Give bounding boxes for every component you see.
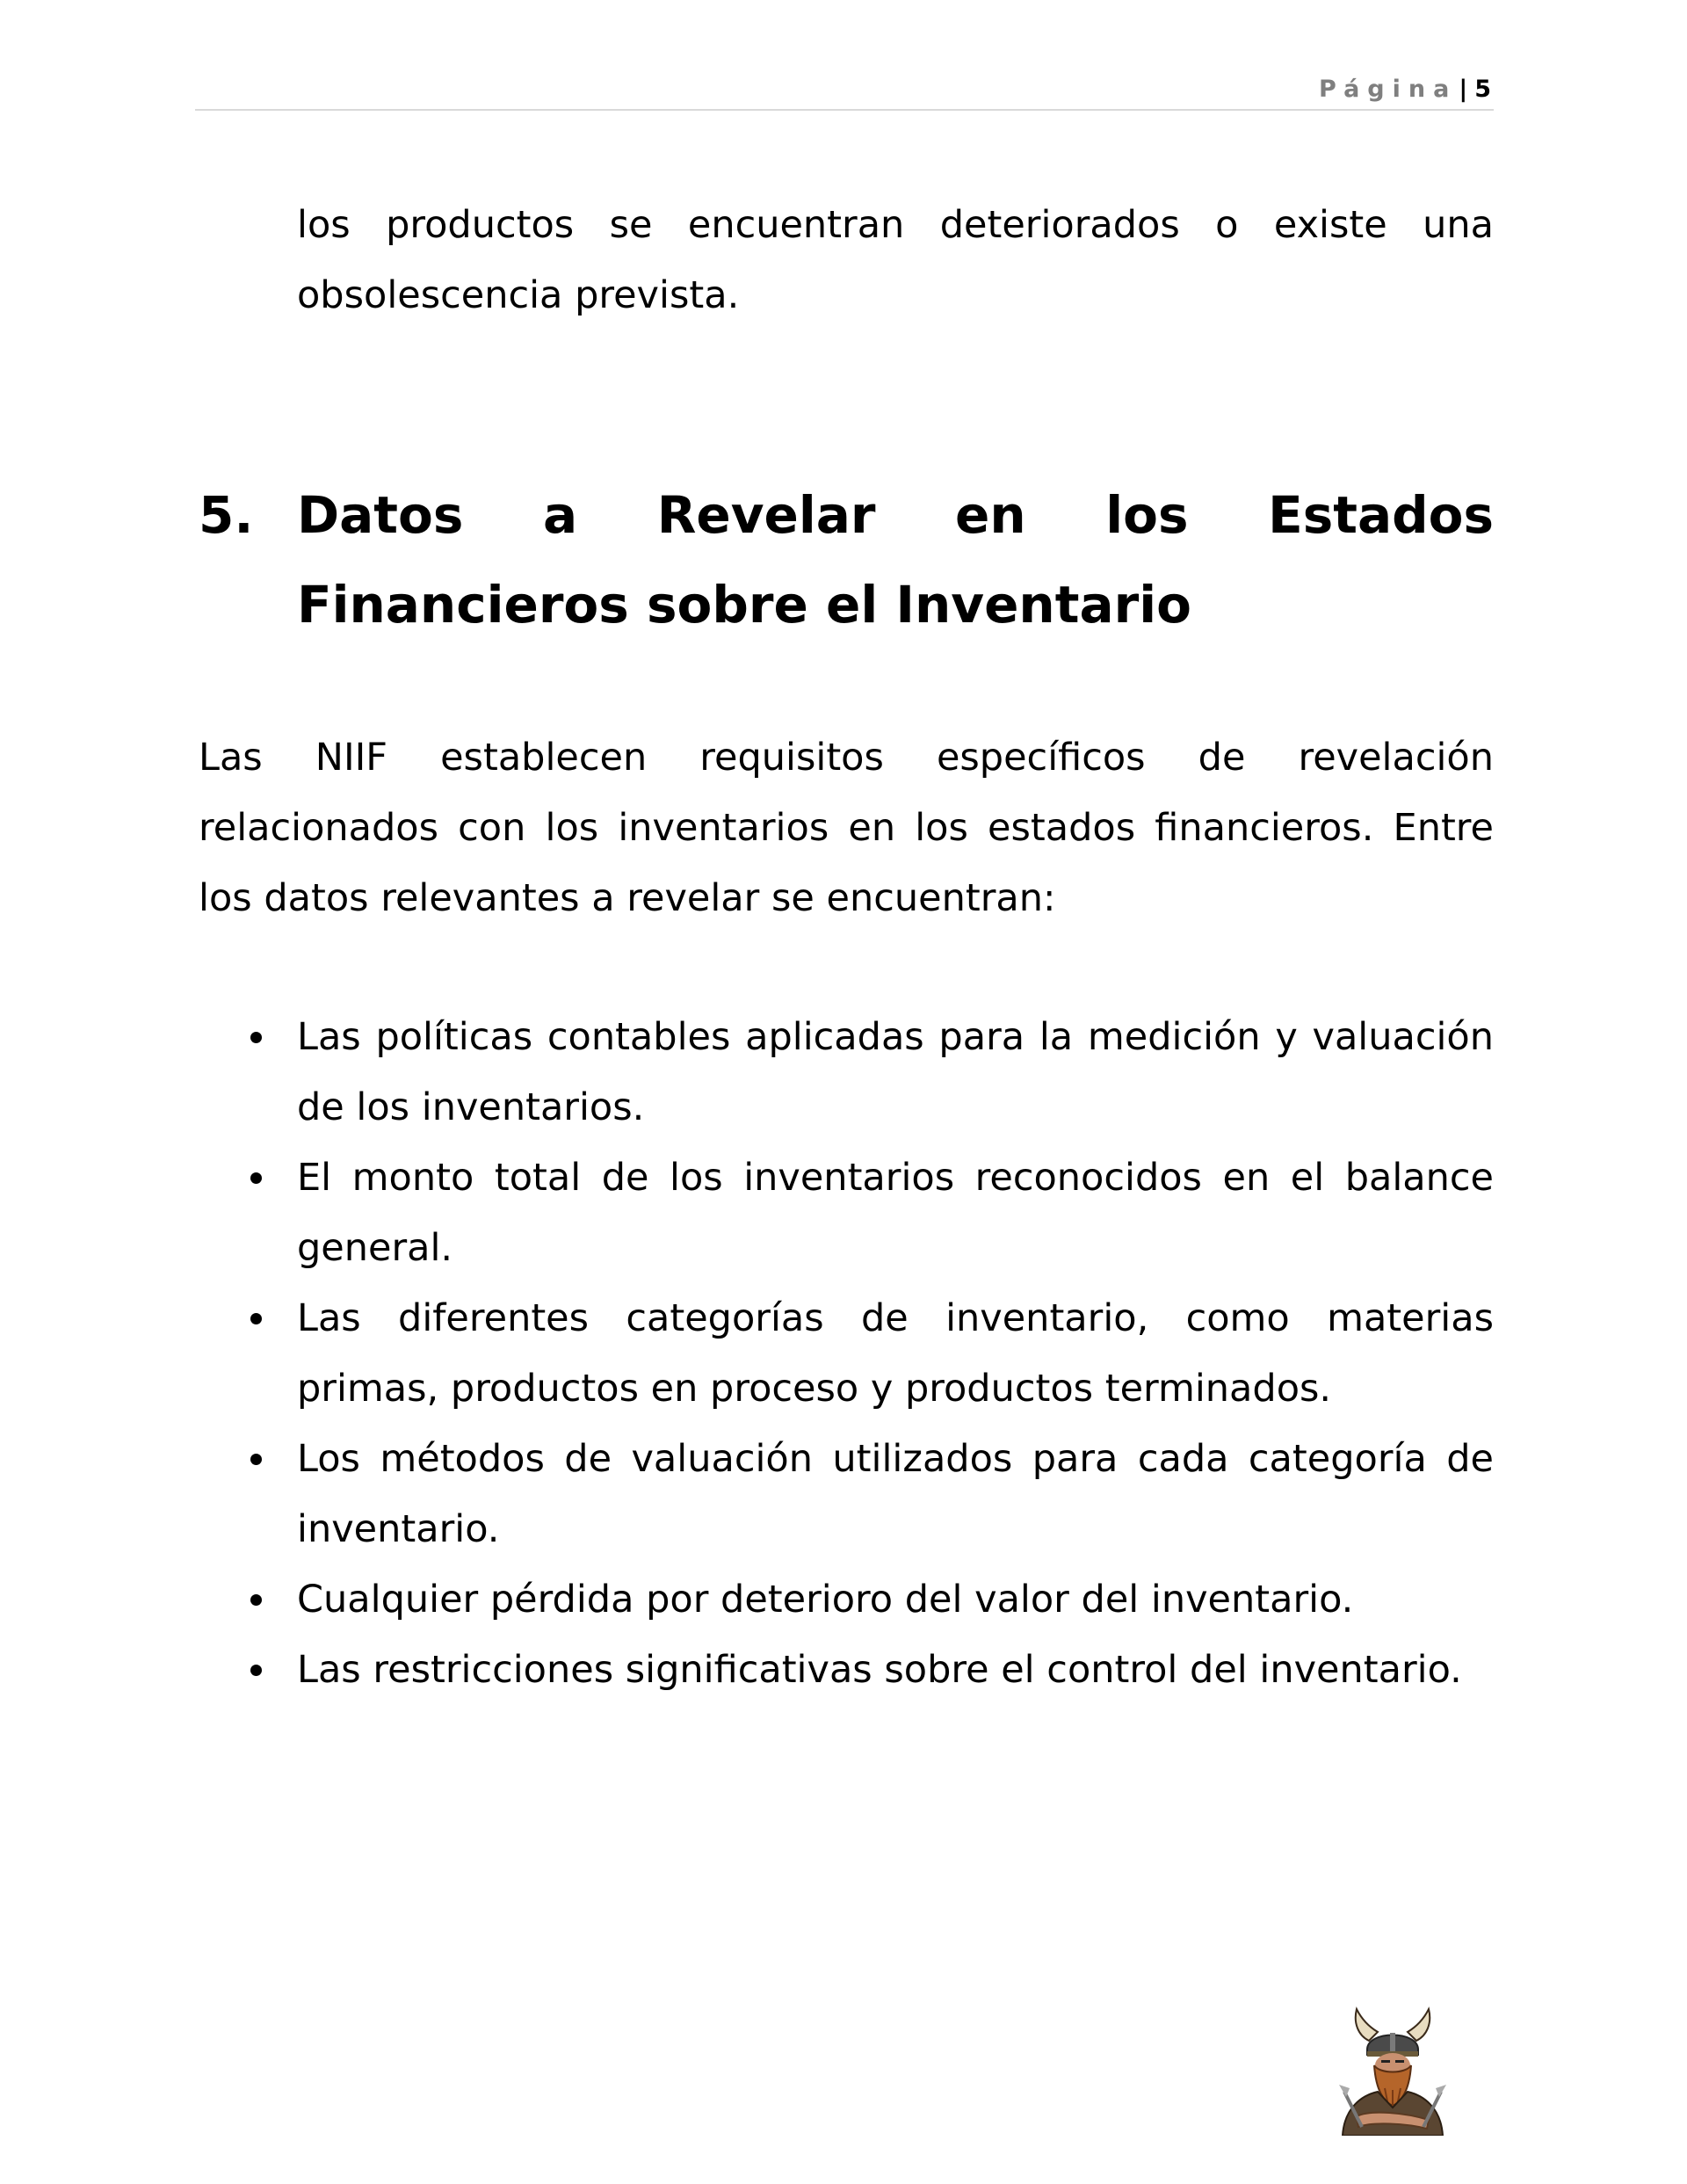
bullet-icon	[250, 1665, 262, 1676]
list-item-text: Las diferentes categorías de inventario, como materias primas, productos en proceso y productos terminados.	[297, 1296, 1494, 1411]
list-item	[199, 1635, 1494, 1705]
continuation-paragraph: los productos se encuentran deteriorados o existe una obsolescencia prevista.	[297, 203, 1494, 317]
disclosure-list	[199, 1002, 1494, 1705]
page-number-label	[1319, 76, 1491, 103]
section-number: 5.	[199, 485, 254, 545]
section-title: Datos a Revelar en los Estados Financieros sobre el Inventario	[297, 485, 1494, 635]
list-item	[199, 1283, 1494, 1424]
viking-warrior-icon	[1327, 2004, 1459, 2136]
list-item	[199, 1424, 1494, 1564]
list-item-text: Las restricciones significativas sobre el control del inventario.	[297, 1648, 1462, 1692]
list-item	[199, 1143, 1494, 1283]
list-item-text: El monto total de los inventarios reconocidos en el balance general.	[297, 1156, 1494, 1270]
list-item-text: Cualquier pérdida por deterioro del valor del inventario.	[297, 1578, 1354, 1622]
page-label: Página	[1319, 76, 1458, 103]
section-heading	[199, 470, 1494, 649]
page-separator: |	[1459, 76, 1468, 103]
page-header	[195, 76, 1494, 111]
list-item	[199, 1564, 1494, 1635]
bullet-icon	[250, 1032, 262, 1043]
bullet-icon	[250, 1313, 262, 1324]
page-number: 5	[1474, 76, 1491, 103]
intro-paragraph: Las NIIF establecen requisitos específicos de revelación relacionados con los inventarios en los estados financieros. Entre los datos relevantes a revelar se encuentran:	[199, 736, 1494, 920]
list-item-text: Las políticas contables aplicadas para la medición y valuación de los inventarios.	[297, 1015, 1494, 1129]
list-item-text: Los métodos de valuación utilizados para cada categoría de inventario.	[297, 1437, 1494, 1551]
list-item	[199, 1002, 1494, 1143]
bullet-icon	[250, 1172, 262, 1184]
bullet-icon	[250, 1594, 262, 1606]
bullet-icon	[250, 1454, 262, 1465]
